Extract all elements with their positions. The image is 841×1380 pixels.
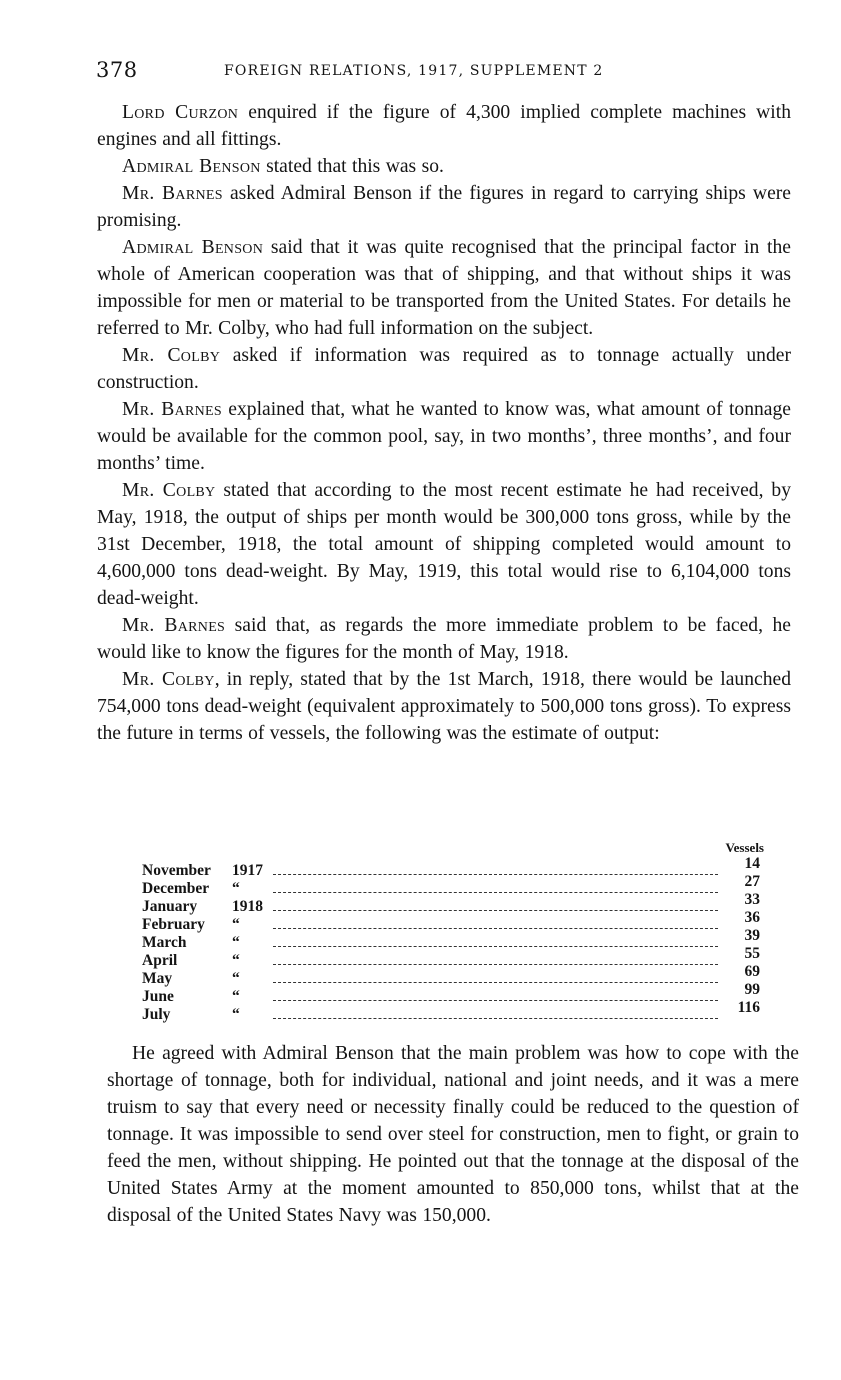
paragraph-text: , in reply, stated that by the 1st March, 1918, there would be launched 754,000 tons dead-weight (equivalent approximately to 500,000 tons gross). To express the future in terms of vessels, the following was the estimate of output: <box>97 669 791 744</box>
paragraph <box>97 153 791 180</box>
table-row <box>142 945 764 970</box>
paragraph <box>97 180 791 234</box>
paragraph-text: stated that according to the most recent estimate he had received, by May, 1918, the output of ships per month would be 300,000 tons gross, while by the 31st December, 1918, the total amount of shipping completed would amount to 4,600,000 tons dead-weight. By May, 1919, this total would rise to 6,104,000 tons dead-weight. <box>97 480 791 609</box>
page-header <box>96 58 796 88</box>
row-year: “ <box>232 970 240 987</box>
paragraph <box>97 477 791 612</box>
dot-leader <box>273 928 718 929</box>
row-year: 1917 <box>232 862 263 879</box>
speaker: Lord Curzon <box>122 102 239 123</box>
row-vessels: 116 <box>737 999 760 1016</box>
dot-leader <box>273 1000 718 1001</box>
row-vessels: 27 <box>744 873 760 890</box>
speaker: Admiral Benson <box>122 237 264 258</box>
running-head: FOREIGN RELATIONS, 1917, SUPPLEMENT 2 <box>224 63 604 79</box>
paragraph <box>97 234 791 342</box>
row-month: June <box>142 988 174 1005</box>
speaker: Admiral Benson <box>122 156 261 177</box>
paragraph <box>97 99 791 153</box>
paragraph <box>97 666 791 747</box>
table-row <box>142 963 764 988</box>
paragraph <box>97 396 791 477</box>
row-year: “ <box>232 952 240 969</box>
row-month: February <box>142 916 205 933</box>
closing-paragraph: He agreed with Admiral Benson that the main problem was how to cope with the shortage of tonnage, both for individual, national and joint needs, and it was a mere truism to say that every need or necessity finally could be reduced to the question of tonnage. It was impossible to send over steel for construction, men to fight, or grain to feed the men, without shipping. He pointed out that the tonnage at the disposal of the United States Army at the moment amounted to 850,000 tons, whilst that at the disposal of the United States Navy was 150,000. <box>107 1043 799 1226</box>
paragraph-text: stated that this was so. <box>260 156 444 177</box>
speaker: Mr. Colby <box>122 480 216 501</box>
row-year: “ <box>232 988 240 1005</box>
row-vessels: 14 <box>744 855 760 872</box>
table-row <box>142 927 764 952</box>
speaker: Mr. Barnes <box>122 183 223 204</box>
dot-leader <box>273 946 718 947</box>
table-row <box>142 909 764 934</box>
row-month: April <box>142 952 178 969</box>
row-vessels: 69 <box>744 963 760 980</box>
table-column-header: Vessels <box>725 840 764 855</box>
table-row <box>142 981 764 1006</box>
page-number: 378 <box>96 58 138 82</box>
dot-leader <box>273 964 718 965</box>
paragraph <box>97 342 791 396</box>
row-year: “ <box>232 1006 240 1023</box>
table-row <box>142 855 764 880</box>
speaker: Mr. Barnes <box>122 399 222 420</box>
row-year: “ <box>232 934 240 951</box>
paragraph <box>97 612 791 666</box>
closing-text <box>107 1040 799 1229</box>
row-month: November <box>142 862 211 879</box>
row-vessels: 33 <box>744 891 760 908</box>
row-month: January <box>142 898 198 915</box>
row-month: March <box>142 934 187 951</box>
table-row <box>142 873 764 898</box>
paragraph-text: asked Admiral Benson if the figures in regard to carrying ships were promising. <box>97 183 792 231</box>
dot-leader <box>273 910 718 911</box>
paragraph-text: enquired if the figure of 4,300 implied complete machines with engines and all fittings. <box>97 102 791 150</box>
dot-leader <box>273 982 718 983</box>
row-vessels: 55 <box>744 945 760 962</box>
row-year: 1918 <box>232 898 263 915</box>
dot-leader <box>273 892 718 893</box>
paragraph-text: said that, as regards the more immediate problem to be faced, he would like to know the figures for the month of May, 1918. <box>97 615 791 663</box>
paragraph-text: asked if information was required as to tonnage actually under construction. <box>97 345 791 393</box>
row-vessels: 99 <box>744 981 760 998</box>
row-year: “ <box>232 916 240 933</box>
dot-leader <box>273 874 718 875</box>
paragraph-text: explained that, what he wanted to know was, what amount of tonnage would be available for the common pool, say, in two months’, three months’, and four months’ time. <box>97 399 791 474</box>
row-month: May <box>142 970 173 987</box>
speaker: Mr. Colby <box>122 345 221 366</box>
paragraph-text: said that it was quite recognised that the principal factor in the whole of American cooperation was that of shipping, and that without ships it was impossible for men or material to be transported from the United States. For details he referred to Mr. Colby, who had full information on the subject. <box>97 237 791 339</box>
speaker: Mr. Colby <box>122 669 215 690</box>
row-vessels: 36 <box>744 909 760 926</box>
body-text <box>97 99 791 747</box>
table-row <box>142 891 764 916</box>
table-row <box>142 999 764 1024</box>
row-vessels: 39 <box>744 927 760 944</box>
row-month: December <box>142 880 210 897</box>
dot-leader <box>273 1018 718 1019</box>
row-year: “ <box>232 880 240 897</box>
row-month: July <box>142 1006 171 1023</box>
speaker: Mr. Barnes <box>122 615 226 636</box>
